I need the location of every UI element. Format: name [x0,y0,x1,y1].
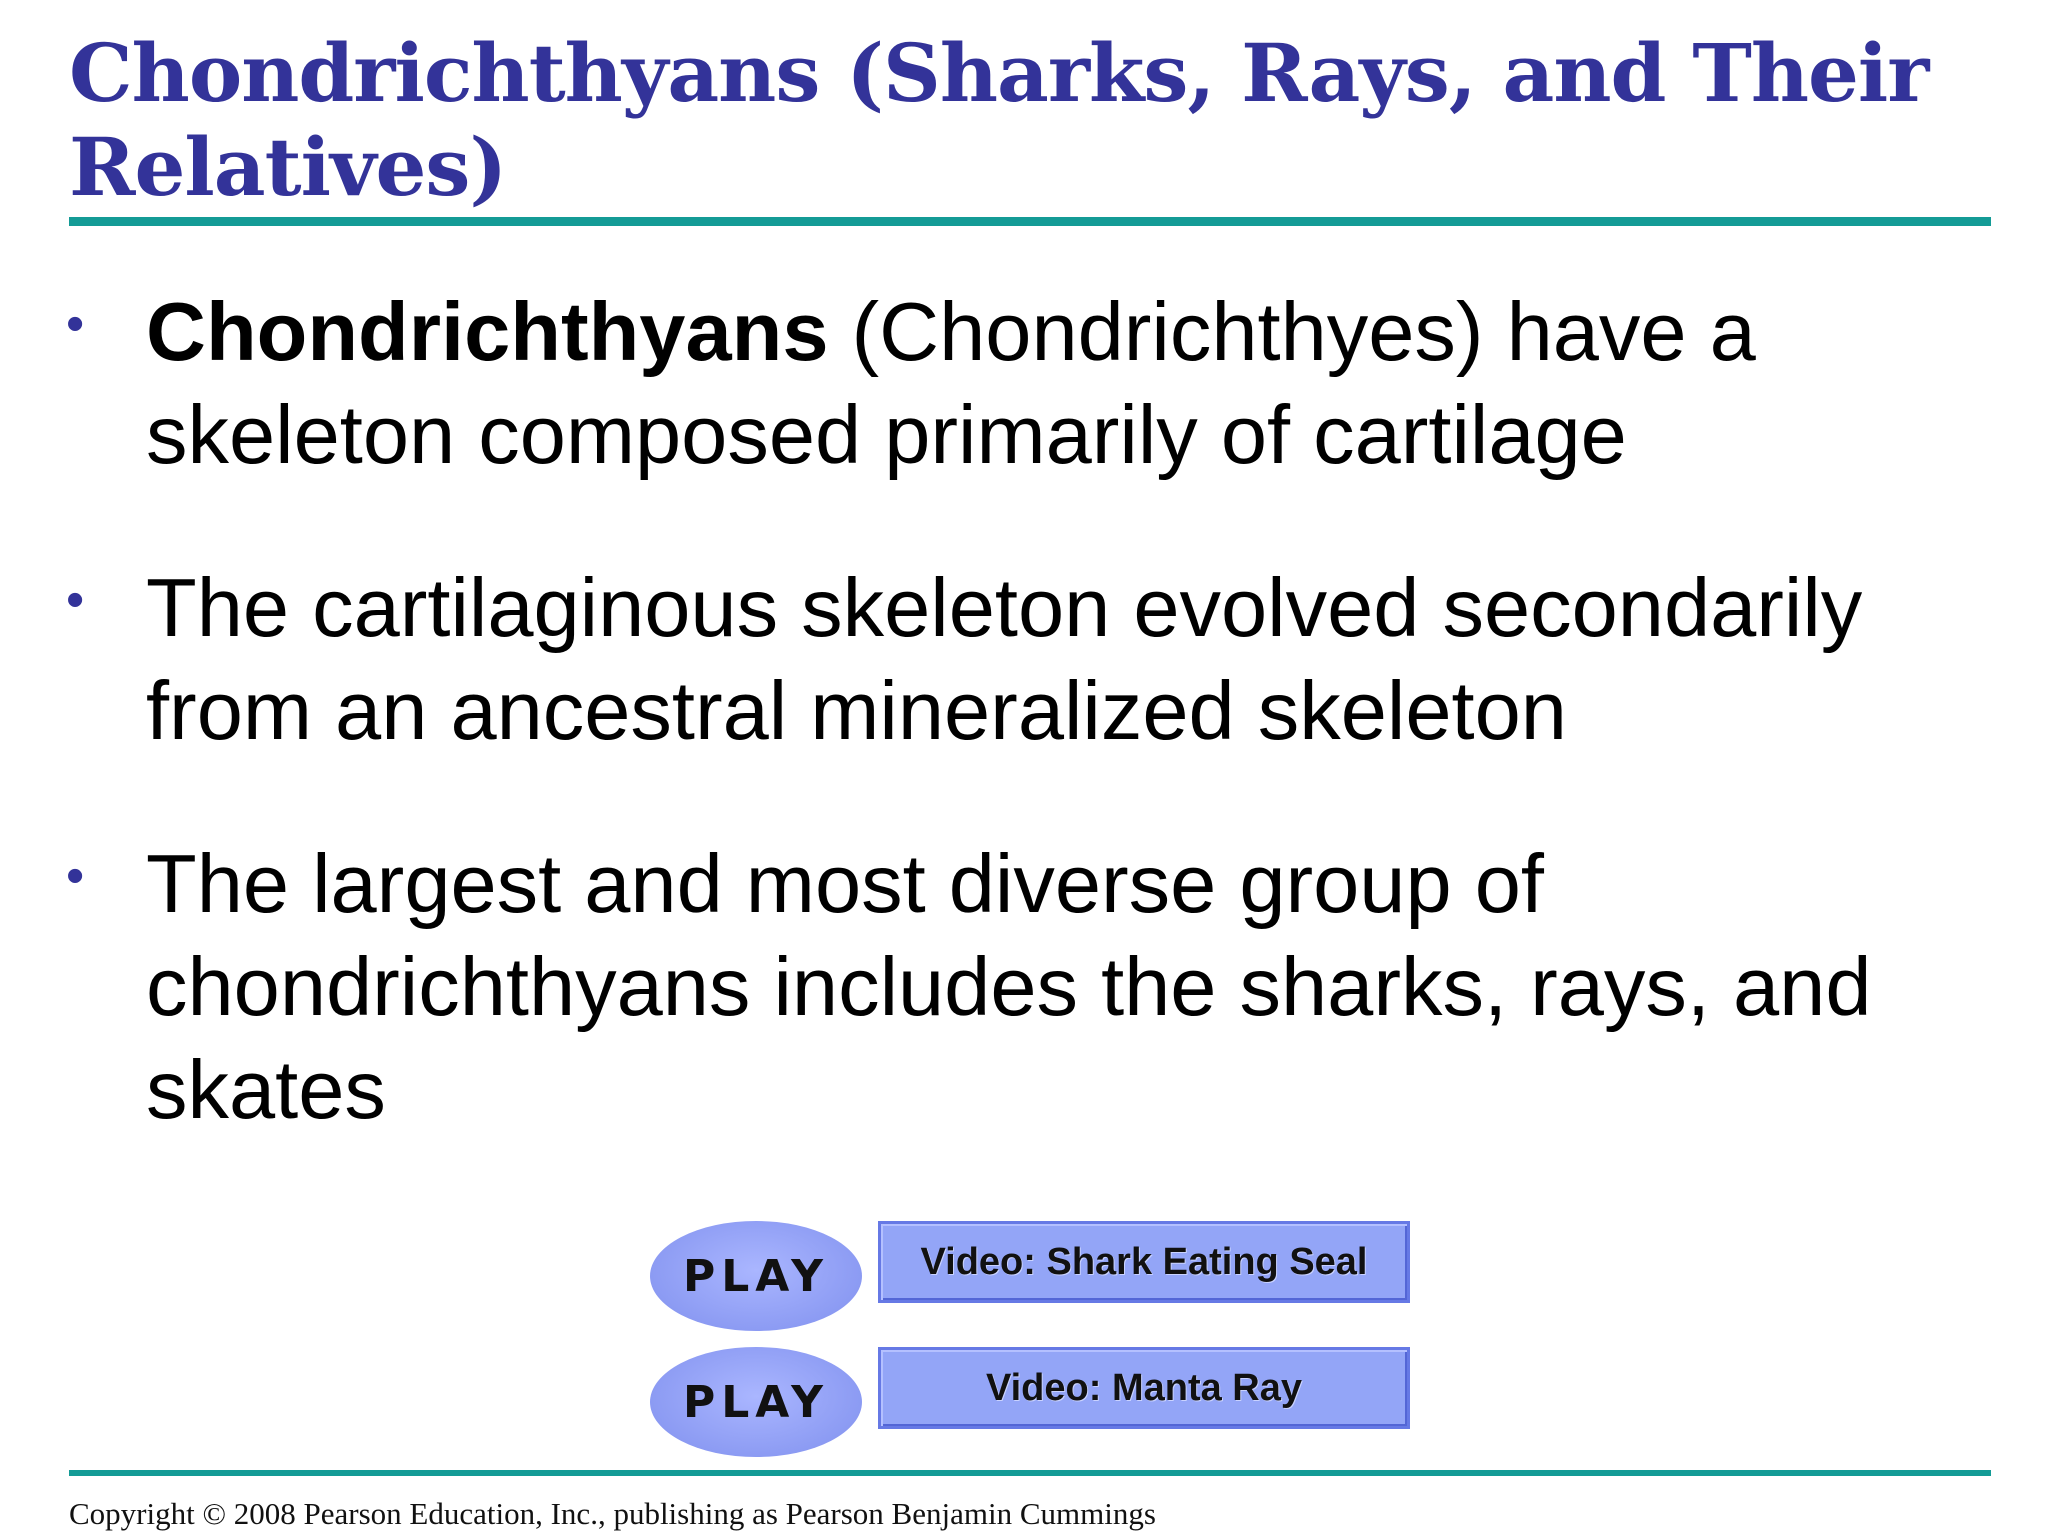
bullet-text: The cartilaginous skeleton evolved secondarily from an ancestral mineralized skeleton [146,561,1863,757]
bullet-text: The largest and most diverse group of chondrichthyans includes the sharks, rays, and skates [146,837,1872,1136]
bullet-marker: • [66,571,85,629]
title-divider [69,217,1991,226]
bullet-marker: • [66,295,85,353]
copyright-notice: Copyright © 2008 Pearson Education, Inc., publishing as Pearson Benjamin Cummings [69,1496,1156,1531]
play-button-manta[interactable]: PLAY [650,1347,862,1457]
video-link-manta-ray[interactable]: Video: Manta Ray [878,1347,1410,1429]
bullet-bold-term: Chondrichthyans [146,285,829,378]
slide-title: Chondrichthyans (Sharks, Rays, and Their Relatives) [69,26,1929,214]
footer-divider [69,1470,1991,1476]
bullet-text: (Chondrichthyes) have a skeleton composed primarily of cartilage [146,285,1756,481]
video-link-shark-eating-seal[interactable]: Video: Shark Eating Seal [878,1221,1410,1303]
bullet-item [66,832,1986,1141]
bullet-item [66,556,1986,762]
bullet-item [66,280,1986,486]
bullet-marker: • [66,847,85,905]
play-button-shark[interactable]: PLAY [650,1221,862,1331]
